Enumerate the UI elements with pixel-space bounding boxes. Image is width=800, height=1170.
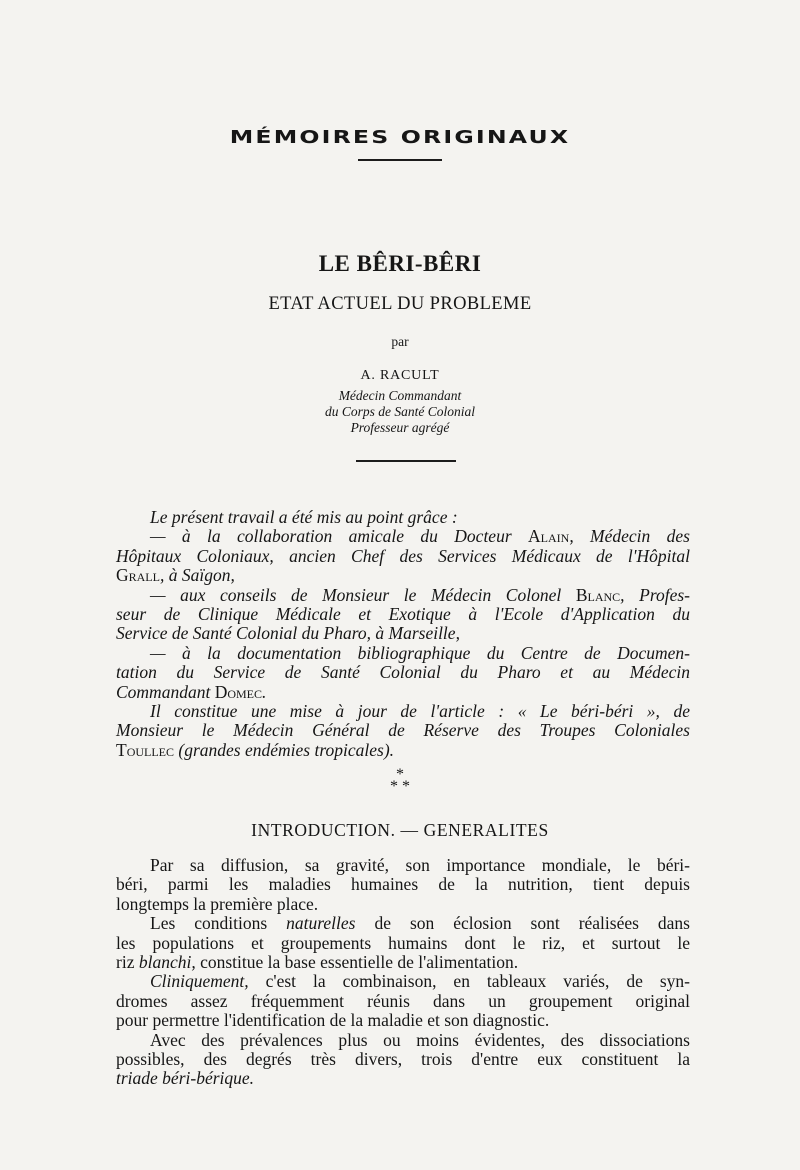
body-line: triade béri-bérique. bbox=[116, 1068, 255, 1089]
ack-line: tation du Service de Santé Colonial du Pharo et au Médecin bbox=[116, 662, 690, 683]
body-line: béri, parmi les maladies humaines de la nutrition, tient depuis bbox=[116, 874, 690, 895]
author-affiliation-3: Professeur agrégé bbox=[350, 420, 450, 435]
body-line: longtemps la première place. bbox=[116, 893, 319, 914]
ack-line: Le présent travail a été mis au point grâce : bbox=[150, 507, 458, 527]
ack-line: Il constitue une mise à jour de l'article : « Le béri-béri », de bbox=[150, 701, 690, 722]
article-title: LE BÊRI-BÊRI bbox=[318, 251, 482, 276]
ack-line: — aux conseils de Monsieur le Médecin Colonel Blanc, Profes- bbox=[150, 584, 691, 605]
body-line: Par sa diffusion, sa gravité, son importance mondiale, le béri- bbox=[150, 855, 690, 875]
author-rule bbox=[356, 460, 456, 462]
separator-star-top: * bbox=[396, 766, 404, 783]
body-line: pour permettre l'identification de la maladie et son diagnostic. bbox=[116, 1010, 550, 1031]
author-affiliation-2: du Corps de Santé Colonial bbox=[324, 404, 475, 419]
body-line: riz blanchi, constitue la base essentielle de l'alimentation. bbox=[116, 952, 519, 973]
introduction-body bbox=[116, 856, 690, 1089]
person-name: Alain bbox=[528, 526, 570, 547]
article-subtitle: ETAT ACTUEL DU PROBLEME bbox=[268, 294, 532, 314]
ack-line: — à la collaboration amicale du Docteur Alain, Médecin des bbox=[150, 526, 690, 547]
person-name: Blanc bbox=[575, 584, 621, 605]
by-line: par bbox=[391, 334, 409, 349]
author-affiliation-1: Médecin Commandant bbox=[338, 388, 462, 403]
ack-line: Service de Santé Colonial du Pharo, à Marseille, bbox=[116, 623, 460, 644]
ack-line: Toullec (grandes endémies tropicales). bbox=[116, 739, 395, 760]
author-name: A. RACULT bbox=[360, 368, 440, 383]
body-line: Avec des prévalences plus ou moins évidentes, des dissociations bbox=[150, 1029, 690, 1050]
ack-line: Grall, à Saïgon, bbox=[116, 565, 235, 586]
section-heading: MÉMOIRES ORIGINAUX bbox=[229, 128, 571, 148]
body-line: Les conditions naturelles de son éclosion sont réalisées dans bbox=[150, 913, 690, 934]
body-line: les populations et groupements humains dont le riz, et surtout le bbox=[116, 932, 690, 953]
ack-line: seur de Clinique Médicale et Exotique à l'Ecole d'Application du bbox=[116, 604, 690, 625]
ack-line: Hôpitaux Coloniaux, ancien Chef des Services Médicaux de l'Hôpital bbox=[116, 545, 690, 566]
separator-star-bottom: * * bbox=[390, 778, 410, 795]
ack-line: Monsieur le Médecin Général de Réserve des Troupes Coloniales bbox=[116, 720, 690, 741]
person-name: Toullec bbox=[116, 739, 175, 760]
ack-line: — à la documentation bibliographique du Centre de Documen- bbox=[150, 642, 690, 663]
person-name: Grall bbox=[116, 565, 160, 586]
heading-rule bbox=[358, 159, 442, 161]
body-line: possibles, des degrés très divers, trois d'entre eux constituent la bbox=[116, 1049, 690, 1070]
ack-line: Commandant Domec. bbox=[116, 681, 267, 702]
acknowledgements bbox=[116, 508, 690, 760]
person-name: Domec bbox=[214, 681, 262, 702]
introduction-heading: INTRODUCTION. — GENERALITES bbox=[251, 820, 549, 840]
body-line: dromes assez fréquemment réunis dans un groupement original bbox=[116, 990, 690, 1011]
body-line: Cliniquement, c'est la combinaison, en tableaux variés, de syn- bbox=[150, 971, 690, 992]
